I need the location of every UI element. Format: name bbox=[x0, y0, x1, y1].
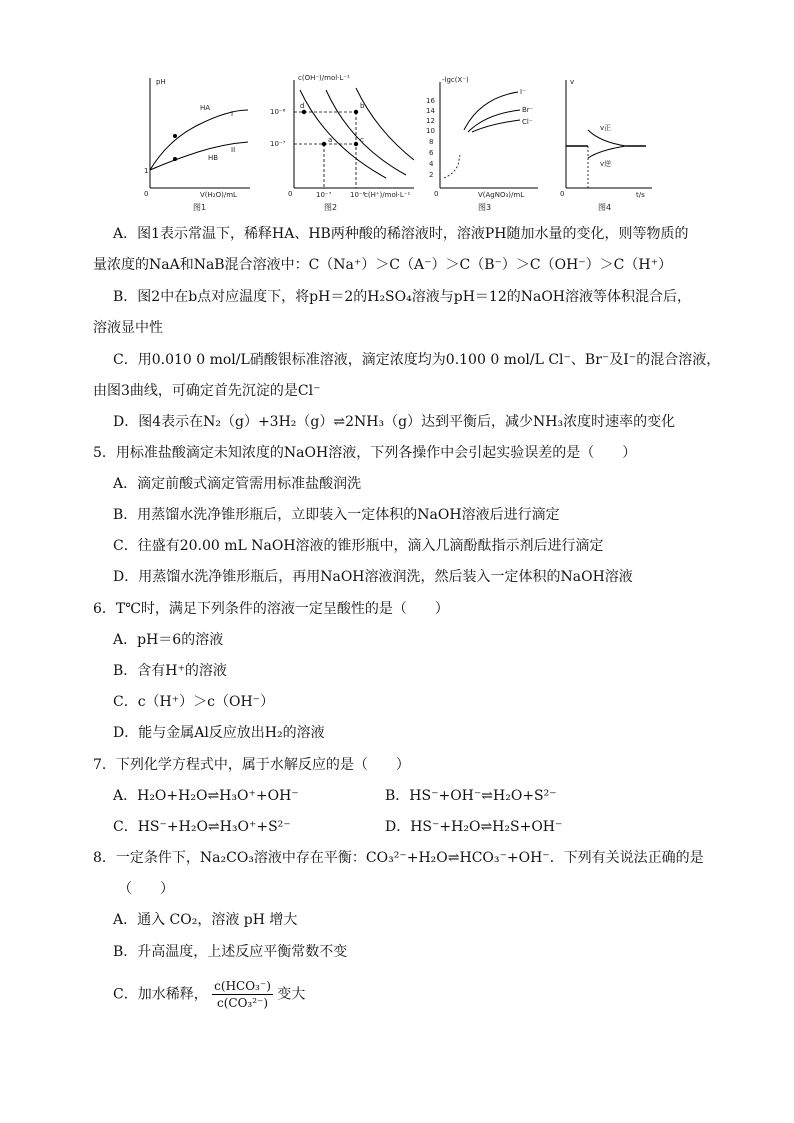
fig3-ylabel: -lgc(X⁻) bbox=[442, 76, 469, 84]
figure-2 bbox=[266, 70, 416, 215]
fig4-origin: 0 bbox=[560, 190, 565, 198]
figure-2-svg bbox=[266, 70, 416, 215]
q7-option-d: D．HS⁻+H₂O⇌H₂S+OH⁻ bbox=[385, 819, 563, 835]
fig3-ytick-14: 14 bbox=[426, 107, 435, 115]
fig1-label-i: I bbox=[231, 110, 234, 118]
q6-stem: 6．T℃时，满足下列条件的溶液一定呈酸性的是（ ） bbox=[93, 601, 449, 617]
fig2-caption: 图2 bbox=[324, 203, 338, 212]
fig2-xtick-2: 10⁻⁶ bbox=[350, 191, 366, 199]
fig1-ylabel: pH bbox=[156, 78, 166, 86]
fig3-ytick-4: 4 bbox=[429, 160, 434, 168]
q8-fraction-denominator: c(CO₃²⁻) bbox=[217, 996, 269, 1010]
q4-option-a-line1: A．图1表示常温下，稀释HA、HB两种酸的稀溶液时，溶液PH随加水量的变化，则等物质的 bbox=[113, 226, 689, 242]
q4-option-b-line1: B．图2中在b点对应温度下，将pH＝2的H₂SO₄溶液与pH＝12的NaOH溶液等体积混合后， bbox=[113, 289, 692, 305]
q4-option-d: D．图4表示在N₂（g）+3H₂（g）⇌2NH₃（g）达到平衡后，减少NH₃浓度时速率的变化 bbox=[113, 414, 676, 430]
q7-option-a: A．H₂O+H₂O⇌H₃O⁺+OH⁻ bbox=[113, 788, 299, 804]
q5-option-b: B．用蒸馏水洗净锥形瓶后，立即装入一定体积的NaOH溶液后进行滴定 bbox=[113, 507, 560, 523]
q8-answer-paren: （ ） bbox=[118, 881, 174, 897]
q5-option-d: D．用蒸馏水洗净锥形瓶后，再用NaOH溶液润洗，然后装入一定体积的NaOH溶液 bbox=[113, 569, 633, 585]
fig1-caption: 图1 bbox=[193, 203, 207, 212]
q8-option-c-suffix: 变大 bbox=[277, 986, 306, 1003]
fig2-ytick-2: 10⁻⁷ bbox=[270, 140, 286, 148]
fig4-xlabel: t/s bbox=[636, 191, 645, 199]
fig2-origin: 0 bbox=[288, 190, 293, 198]
q5-option-c: C．往盛有20.00 mL NaOH溶液的锥形瓶中，滴入几滴酚酞指示剂后进行滴定 bbox=[113, 538, 604, 554]
q5-stem: 5．用标准盐酸滴定未知浓度的NaOH溶液，下列各操作中会引起实验误差的是（ ） bbox=[93, 445, 637, 461]
q8-fraction bbox=[212, 978, 273, 1011]
fig3-ytick-6: 6 bbox=[429, 149, 434, 157]
fig2-point-a: a bbox=[328, 136, 333, 144]
fig1-label-ii: II bbox=[231, 146, 236, 154]
q6-option-d: D．能与金属Al反应放出H₂的溶液 bbox=[113, 725, 325, 741]
q8-option-c bbox=[0, 978, 794, 1024]
q8-option-c-prefix: C．加水稀释， bbox=[113, 986, 208, 1003]
figure-strip bbox=[138, 70, 658, 215]
fig4-caption: 图4 bbox=[598, 203, 612, 212]
fig2-ylabel: c(OH⁻)/mol·L⁻¹ bbox=[298, 74, 350, 82]
fig3-label-i: I⁻ bbox=[520, 88, 526, 96]
figure-1-svg bbox=[138, 70, 253, 215]
fig2-point-b: b bbox=[360, 102, 365, 110]
curve-ha bbox=[150, 110, 248, 170]
fig2-xlabel: c(H⁺)/mol·L⁻¹ bbox=[364, 191, 411, 199]
q5-option-a: A．滴定前酸式滴定管需用标准盐酸润洗 bbox=[113, 476, 362, 492]
q8-option-b: B．升高温度，上述反应平衡常数不变 bbox=[113, 944, 348, 960]
q6-option-c: C．c（H⁺）＞c（OH⁻） bbox=[113, 694, 275, 710]
fig1-label-hb: HB bbox=[208, 154, 219, 162]
fig3-origin: 0 bbox=[434, 190, 439, 198]
q7-row-2 bbox=[0, 817, 794, 837]
figure-1 bbox=[138, 70, 253, 215]
q4-option-c-line1: C．用0.010 0 mol/L硝酸银标准溶液，滴定浓度均为0.100 0 mol/L Cl⁻、Br⁻及I⁻的混合溶液， bbox=[113, 352, 721, 368]
q7-row-1 bbox=[0, 786, 794, 806]
q7-stem: 7．下列化学方程式中，属于水解反应的是（ ） bbox=[93, 757, 410, 773]
fig1-origin: 0 bbox=[144, 190, 149, 198]
fig4-label-v-reverse: v逆 bbox=[600, 160, 612, 168]
q8-fraction-numerator: c(HCO₃⁻) bbox=[214, 979, 271, 993]
fig3-ytick-2: 2 bbox=[429, 171, 434, 179]
q4-option-a-line2: 量浓度的NaA和NaB混合溶液中：C（Na⁺）＞C（A⁻）＞C（B⁻）＞C（OH⁻）＞C（H⁺） bbox=[93, 257, 672, 273]
q6-option-b: B．含有H⁺的溶液 bbox=[113, 663, 227, 679]
fig3-ytick-12: 12 bbox=[426, 117, 435, 125]
q8-option-a: A．通入 CO₂，溶液 pH 增大 bbox=[113, 912, 298, 928]
q4-option-c-line2: 由图3曲线，可确定首先沉淀的是Cl⁻ bbox=[93, 383, 321, 399]
fig1-y-start: 1 bbox=[144, 167, 149, 175]
q7-option-c: C．HS⁻+H₂O⇌H₃O⁺+S²⁻ bbox=[113, 819, 291, 835]
fig3-label-cl: Cl⁻ bbox=[522, 118, 533, 126]
fig2-point-c: c bbox=[360, 136, 364, 144]
q4-option-b-line2: 溶液显中性 bbox=[93, 320, 163, 336]
figure-3 bbox=[420, 70, 540, 215]
figure-4-svg bbox=[556, 70, 656, 215]
fig2-ytick-1: 10⁻⁶ bbox=[270, 108, 286, 116]
fig3-ytick-16: 16 bbox=[426, 97, 435, 105]
fig3-ytick-10: 10 bbox=[426, 127, 435, 135]
fig4-ylabel: v bbox=[570, 78, 575, 86]
fig2-xtick-1: 10⁻⁷ bbox=[316, 191, 332, 199]
fig3-label-br: Br⁻ bbox=[522, 106, 534, 114]
fig4-label-v-forward: v正 bbox=[600, 124, 612, 132]
fig2-point-d: d bbox=[300, 102, 305, 110]
figure-4 bbox=[556, 70, 656, 215]
figure-3-svg bbox=[420, 70, 540, 215]
q7-option-b: B．HS⁻+OH⁻⇌H₂O+S²⁻ bbox=[385, 788, 557, 804]
fig3-xlabel: V(AgNO₃)/mL bbox=[478, 191, 525, 199]
q8-stem: 8．一定条件下，Na₂CO₃溶液中存在平衡：CO₃²⁻+H₂O⇌HCO₃⁻+OH⁻．下列有关说法正确的是 bbox=[93, 850, 704, 866]
fig1-label-ha: HA bbox=[200, 104, 211, 112]
q6-option-a: A．pH＝6的溶液 bbox=[113, 632, 224, 648]
fig3-ytick-8: 8 bbox=[429, 138, 434, 146]
fig3-caption: 图3 bbox=[478, 203, 492, 212]
fig1-xlabel: V(H₂O)/mL bbox=[200, 191, 237, 199]
